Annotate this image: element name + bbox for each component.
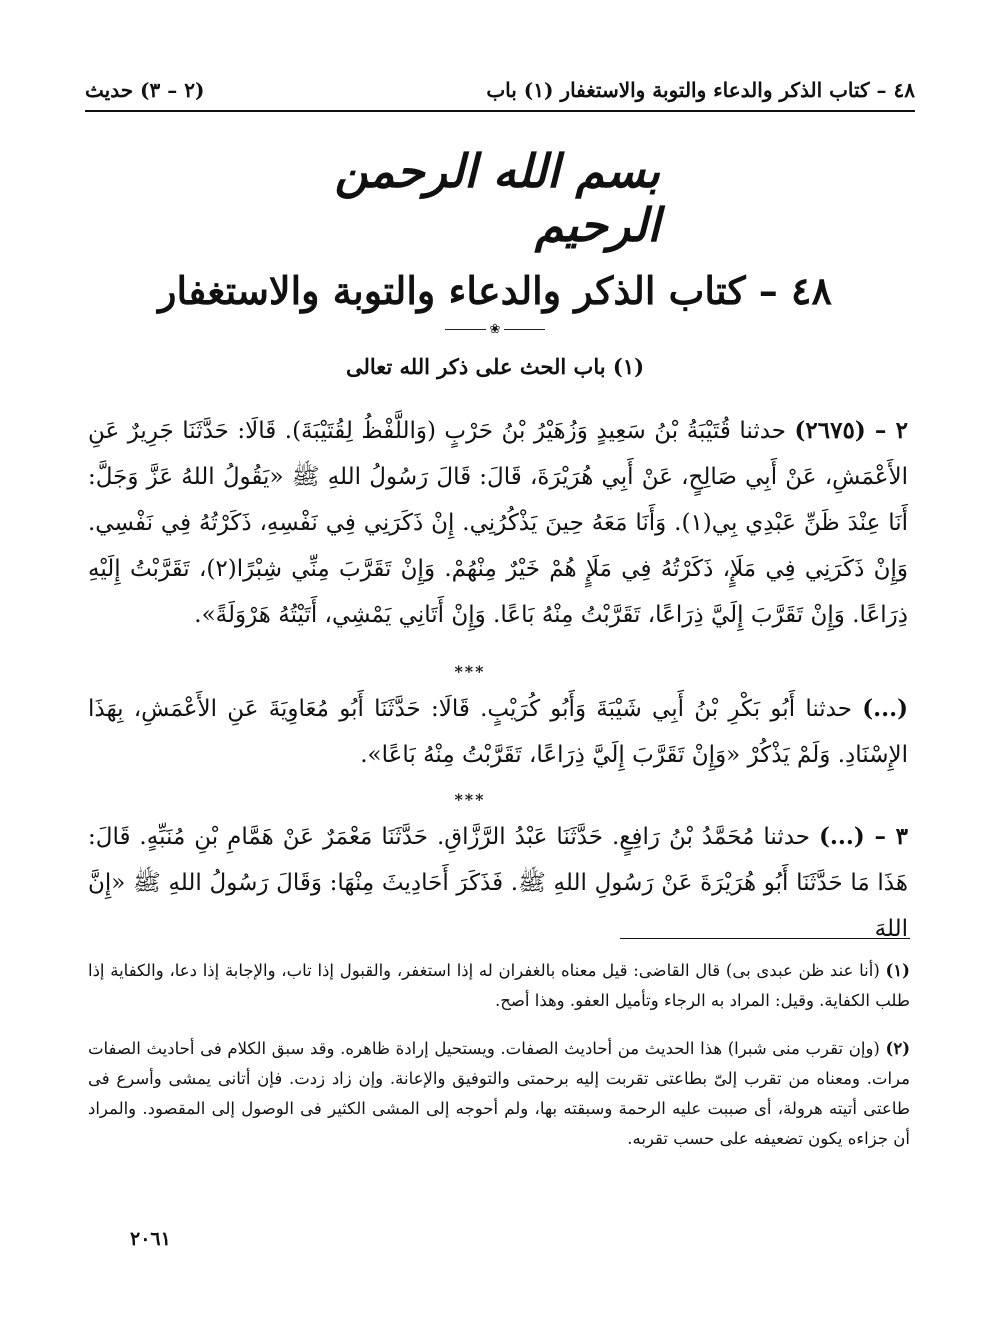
- basmala-calligraphy: [330, 144, 660, 252]
- flower-icon: ❀: [489, 321, 501, 337]
- footnote-marker: (١): [885, 961, 910, 980]
- basmala-text: بسم الله الرحمن الرحيم: [334, 144, 660, 252]
- hadith-3: [88, 814, 908, 952]
- footnote-2: [88, 1034, 910, 1154]
- footnote-divider: [620, 938, 910, 939]
- footnote-text: (وإن تقرب منى شبرا) هذا الحديث من أحاديث الصفات. ويستحيل إرادة ظاهره. وقد سبق الكلام فى أحاديث الصفات مرات. ومعناه من تقرب إلىّ بطاعتى تقربت إليه برحمتى والتوفيق والإعانة. وإن زاد زدت. فإن أتانى يمشى وأسرع فى طاعتى أتيته هرولة، أى صببت عليه الرحمة وسبقته بها، ولم أحوجه إلى المشى الكثير فى الوصول إلى المقصود. والمراد أن جزاءه يكون تضعيفه على حسب تقربه.: [88, 1039, 910, 1148]
- hadith-2-variant: [88, 686, 908, 778]
- running-header: [85, 70, 915, 112]
- page-number: ٢٠٦١: [130, 1228, 171, 1250]
- section-separator: ***: [454, 662, 486, 681]
- header-hadith-range: (٢ – ٣) حديث: [85, 78, 205, 102]
- hadith-number: (...): [862, 695, 909, 722]
- book-title: ٤٨ – كتاب الذكر والدعاء والتوبة والاستغفار: [158, 268, 832, 313]
- section-separator: ***: [454, 790, 486, 809]
- hadith-number: ٢ – (٢٦٧٥): [794, 417, 908, 444]
- footnote-marker: (٢): [885, 1039, 911, 1058]
- hadith-text: حدثنا قُتَيْبَةُ بْنُ سَعِيدٍ وَزُهَيْرُ بْنُ حَرْبٍ (وَاللَّفْظُ لِقُتَيْبَةَ). قَالَا: حَدَّثَنَا جَرِيرٌ عَنِ الأَعْمَشِ، عَنْ أَبِي صَالِحٍ، عَنْ أَبِي هُرَيْرَةَ، قَالَ: قَالَ رَسُولُ اللهِ ﷺ «يَقُولُ اللهُ عَزَّ وَجَلَّ: أَنَا عِنْدَ ظَنِّ عَبْدِي بِي(١). وَأَنَا مَعَهُ حِينَ يَذْكُرُنِي. إِنْ ذَكَرَنِي فِي نَفْسِهِ، ذَكَرْتُهُ فِي نَفْسِي. وَإِنْ ذَكَرَنِي فِي مَلَإٍ، ذَكَرْتُهُ فِي مَلَإٍ هُمْ خَيْرٌ مِنْهُمْ. وَإِنْ تَقَرَّبَ مِنِّي شِبْرًا(٢)، تَقَرَّبْتُ إِلَيْهِ ذِرَاعًا. وَإِنْ تَقَرَّبَ إِلَيَّ ذِرَاعًا، تَقَرَّبْتُ مِنْهُ بَاعًا. وَإِنْ أَتَانِي يَمْشِي، أَتَيْتُهُ هَرْوَلَةً».: [88, 418, 908, 628]
- hadith-number: ٣ – (...): [819, 823, 908, 850]
- hadith-text: حدثنا مُحَمَّدُ بْنُ رَافِعٍ. حَدَّثَنَا عَبْدُ الرَّزَّاقِ. حَدَّثَنَا مَعْمَرٌ عَنْ هَمَّامِ بْنِ مُنَبِّهٍ. قَالَ: هَذَا مَا حَدَّثَنَا أَبُو هُرَيْرَةَ عَنْ رَسُولِ اللهِ ﷺ. فَذَكَرَ أَحَادِيثَ مِنْهَا: وَقَالَ رَسُولُ اللهِ ﷺ «إِنَّ اللهَ: [88, 824, 908, 942]
- hadith-2: [88, 408, 908, 638]
- hadith-text: حدثنا أَبُو بَكْرِ بْنُ أَبِي شَيْبَةَ وَأَبُو كُرَيْبٍ. قَالَا: حَدَّثَنَا أَبُو مُعَاوِيَةَ عَنِ الأَعْمَشِ، بِهَذَا الإِسْنَادِ. وَلَمْ يَذْكُرْ «وَإِنْ تَقَرَّبَ إِلَيَّ ذِرَاعًا، تَقَرَّبْتُ مِنْهُ بَاعًا».: [88, 696, 908, 768]
- title-ornament: [445, 320, 545, 338]
- chapter-heading: (١) باب الحث على ذكر الله تعالى: [345, 354, 645, 379]
- footnote-text: (أنا عند ظن عبدى بى) قال القاضى: قيل معناه بالغفران له إذا استغفر، والقبول إذا تاب، والإجابة إذا دعا، والكفاية إذا طلب الكفاية. وقيل: المراد به الرجاء وتأميل العفو. وهذا أصح.: [88, 961, 910, 1010]
- footnote-1: [88, 956, 910, 1016]
- header-running-title: ٤٨ – كتاب الذكر والدعاء والتوبة والاستغفار (١) باب: [486, 78, 915, 102]
